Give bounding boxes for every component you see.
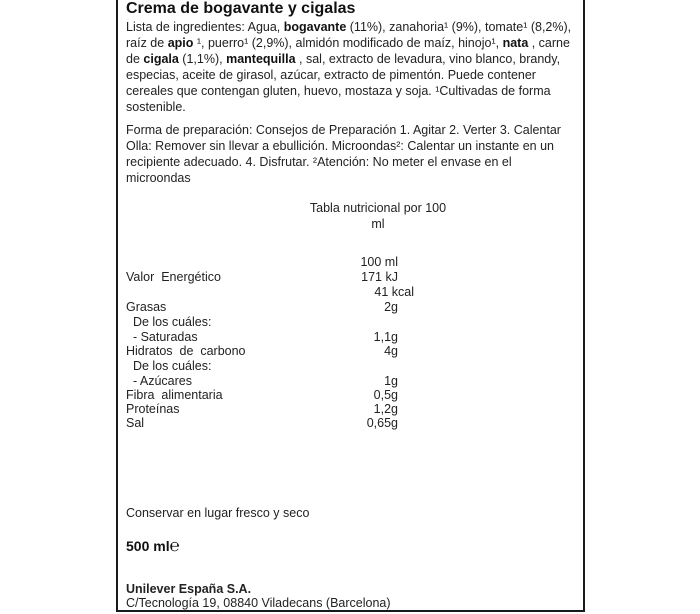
nutrient-value: 1,2g — [373, 402, 398, 416]
ingredient-text: (1,1%), — [178, 52, 227, 66]
ingredient-text: , carne de — [126, 36, 570, 66]
nutrition-row — [126, 359, 566, 373]
nutrient-value: 171 kJ — [361, 270, 398, 284]
ingredient-text: Lista de ingredientes: Agua, — [126, 20, 284, 34]
ingredient-text: ¹, puerro¹ (2,9%), almidón modificado de maíz, hinojo¹, — [193, 36, 503, 50]
nutrient-label: Valor Energético — [126, 270, 221, 284]
nutrient-label: De los cuáles: — [126, 315, 212, 329]
nutrient-value: 0,5g — [373, 388, 398, 402]
nutrient-value: 4g — [384, 344, 398, 358]
nutrient-label: - Azúcares — [126, 374, 192, 388]
nutrition-row — [126, 255, 566, 269]
nutrient-value: 2g — [384, 300, 398, 314]
storage-instructions: Conservar en lugar fresco y seco — [126, 506, 310, 520]
nutrient-label: Grasas — [126, 300, 167, 314]
preparation-instructions: Forma de preparación: Consejos de Preparación 1. Agitar 2. Verter 3. Calentar Olla: Remover sin llevar a ebullición. Microondas²: Calentar un instante en un recipiente adecuado. 4. Disfrutar. ²Atención: No meter el envase en el microondas — [126, 123, 561, 185]
nutrient-value: 100 ml — [360, 255, 398, 269]
volume-value: 500 ml — [126, 538, 170, 554]
nutrition-title-line1: Tabla nutricional por 100 — [309, 201, 447, 215]
nutrient-value: 0,65g — [366, 416, 398, 430]
product-title: Crema de bogavante y cigalas — [126, 0, 356, 17]
nutrition-row — [126, 300, 566, 314]
nutrition-row — [126, 388, 566, 402]
ingredient-allergen: mantequilla — [226, 52, 296, 66]
nutrition-table-title — [298, 200, 458, 232]
ingredient-allergen: bogavante — [283, 20, 347, 34]
nutrition-row — [126, 330, 566, 344]
nutrient-label: Fibra alimentaria — [126, 388, 223, 402]
nutrient-label: - Saturadas — [126, 330, 198, 344]
ingredient-allergen: nata — [502, 36, 529, 50]
ingredient-text: , sal, extracto de levadura, vino blanco, brandy, especias, aceite de girasol, azúcar, extracto de pimentón. Puede contener cereales que contengan gluten, huevo, mostaza y soja. ¹Cultivadas de forma sostenible. — [126, 52, 561, 114]
nutrient-label: Proteínas — [126, 402, 180, 416]
ingredient-allergen: apio — [167, 36, 194, 50]
ingredient-allergen: cigala — [143, 52, 179, 66]
nutrition-row — [126, 344, 566, 358]
nutrition-row — [126, 402, 566, 416]
nutrient-value: 1,1g — [373, 330, 398, 344]
nutrition-row — [126, 374, 566, 388]
nutrient-label: Hidratos de carbono — [126, 344, 246, 358]
nutrient-label: Sal — [126, 416, 145, 430]
estimated-sign-icon: ℮ — [169, 536, 180, 556]
nutrition-title-line2: ml — [371, 217, 385, 231]
nutrition-row — [126, 315, 566, 329]
nutrient-value: 1g — [384, 374, 398, 388]
nutrition-row — [126, 270, 566, 284]
manufacturer-address: C/Tecnología 19, 08840 Viladecans (Barcelona) — [126, 596, 391, 610]
ingredient-text: (11%), zanahoria¹ (9%), tomate¹ (8,2%), raíz de — [126, 20, 572, 50]
net-volume — [126, 536, 180, 556]
manufacturer-name: Unilever España S.A. — [126, 582, 252, 596]
nutrient-label: De los cuáles: — [126, 359, 212, 373]
nutrient-value: 41 kcal — [374, 285, 414, 299]
product-label — [116, 0, 585, 612]
nutrition-row — [126, 416, 566, 430]
nutrition-row — [126, 285, 566, 299]
ingredients-list — [126, 19, 578, 115]
